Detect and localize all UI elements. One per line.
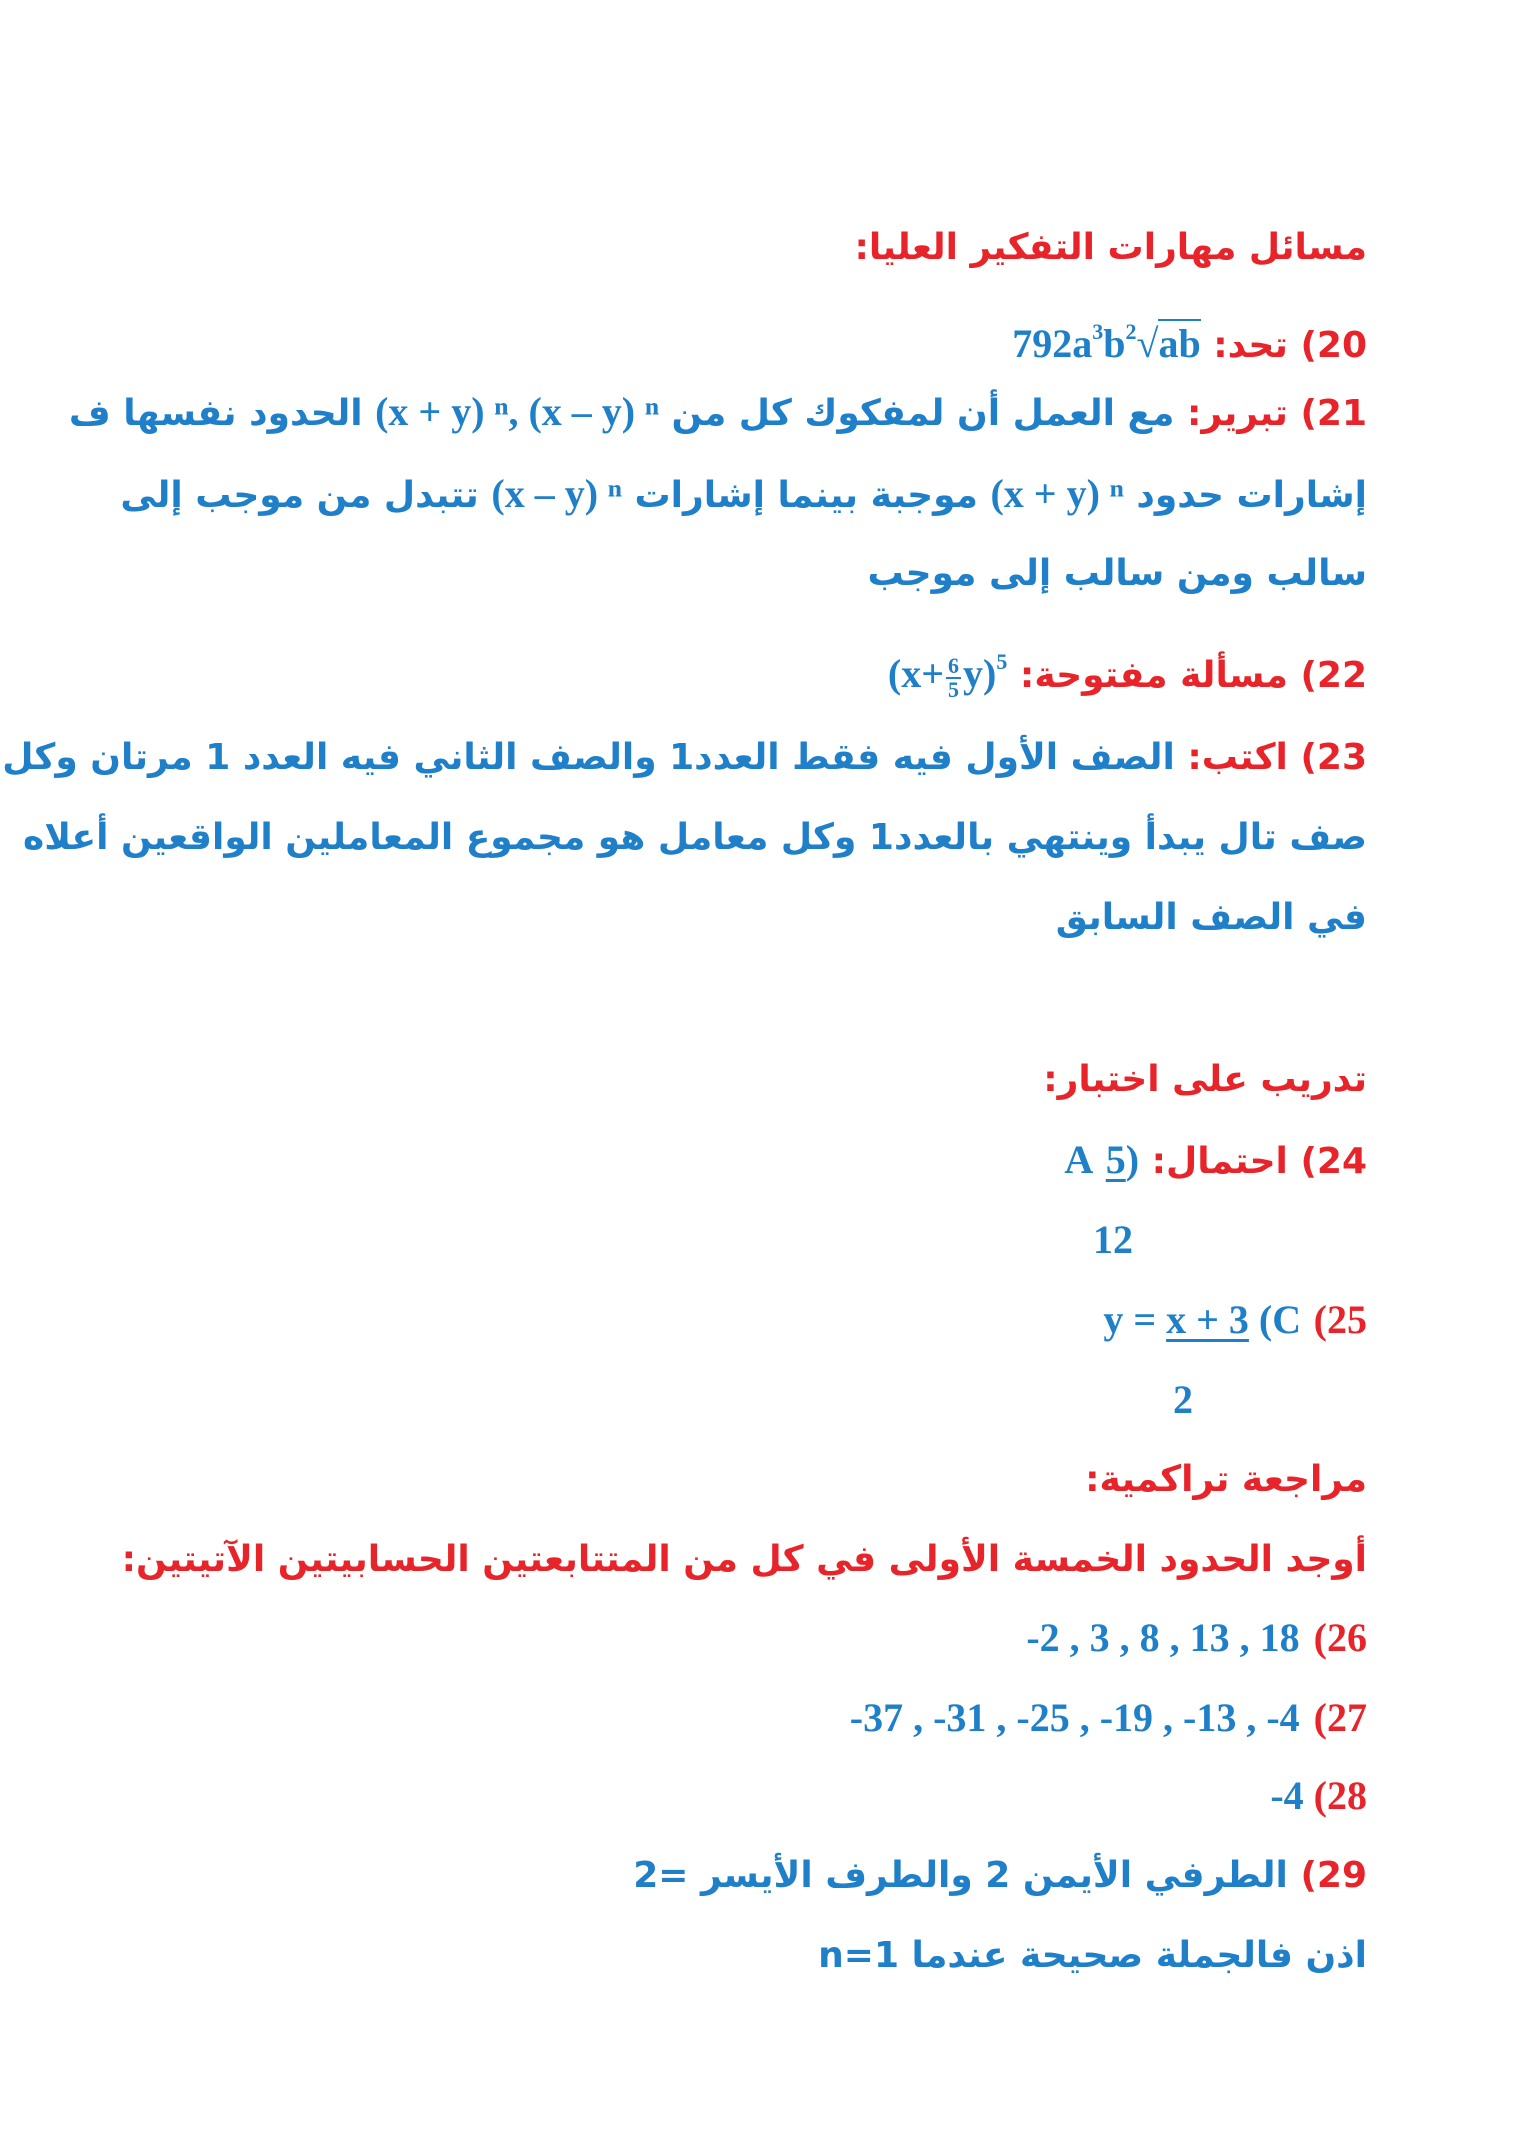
q21-number: 21) (1300, 393, 1367, 434)
q28-value: -4 (1270, 1773, 1304, 1818)
q28-row (1270, 1770, 1367, 1822)
q21-line2-c: تتبدل من موجب إلى (120, 475, 479, 516)
q21-label: تبرير: (1186, 393, 1288, 434)
q22-number: 22) (1300, 655, 1367, 696)
q23-line3: في الصف السابق (1055, 897, 1367, 938)
q28-number: (28 (1313, 1773, 1367, 1818)
q21-line3: سالب ومن سالب إلى موجب (867, 553, 1367, 594)
heading-test-text: تدريب على اختبار: (1043, 1059, 1367, 1100)
q23-line1: الصف الأول فيه فقط العدد1 والصف الثاني فيه العدد 1 مرتان وكل (2, 737, 1175, 778)
review-instruction-text: أوجد الحدود الخمسة الأولى في كل من المتتابعتين الحسابيتين الآتيتين: (121, 1539, 1367, 1580)
q29-number: 29) (1300, 1855, 1367, 1896)
question-29-line-1 (187, 1850, 1367, 1902)
q20-expression (1012, 306, 1200, 370)
q21-line1-text: مع العمل أن لمفكوك كل من (671, 393, 1175, 434)
q25-lhs: y = (1103, 1297, 1157, 1342)
question-21-line-3 (187, 548, 1367, 600)
q23-label: اكتب: (1187, 737, 1288, 778)
q21-line1-tail: الحدود نفسها ف (68, 393, 363, 434)
q27-row (850, 1692, 1367, 1744)
q21-line1-expr: (x + y) ⁿ, (x – y) ⁿ (375, 389, 659, 434)
q24-denominator-line (1093, 1214, 1133, 1266)
heading-hots-text: مسائل مهارات التفكير العليا: (854, 227, 1367, 268)
q20-number: 20) (1300, 325, 1367, 366)
q20-exp-b: 2 (1125, 319, 1137, 344)
q22-fraction (946, 652, 961, 702)
question-28 (187, 1770, 1367, 1824)
question-20 (187, 306, 1367, 372)
q23-number: 23) (1300, 737, 1367, 778)
q21-line2-b: موجبة بينما إشارات (634, 475, 978, 516)
q20-sqrt-arg: ab (1158, 321, 1201, 366)
q25-numerator: x + 3 (1166, 1297, 1249, 1342)
q26-sequence: -2 , 3 , 8 , 13 , 18 (1026, 1615, 1300, 1660)
q25-expression (1103, 1294, 1301, 1346)
q26-number: (26 (1313, 1615, 1367, 1660)
q26-row (1026, 1612, 1367, 1664)
q21-line2-expr2: (x – y) ⁿ (491, 471, 622, 516)
question-24 (187, 1134, 1367, 1188)
heading-test-practice (187, 1054, 1367, 1106)
q25-choice: (C (1258, 1297, 1302, 1342)
question-21-line-1 (68, 386, 1367, 440)
sqrt-symbol: √ (1136, 321, 1159, 366)
heading-hots (187, 222, 1367, 274)
q20-coef: 792a (1012, 321, 1093, 366)
q24-label: احتمال: (1151, 1141, 1288, 1182)
heading-review (187, 1454, 1367, 1506)
q21-line2-a: إشارات حدود (1136, 475, 1367, 516)
q25-denominator: 2 (1173, 1377, 1193, 1422)
q22-frac-num: 6 (948, 652, 960, 678)
q22-exp: 5 (996, 649, 1008, 674)
q24-denominator: 12 (1093, 1217, 1133, 1262)
question-21-line-2 (120, 468, 1367, 522)
q24-choice: (A (1064, 1137, 1140, 1182)
question-23-line-2 (22, 812, 1367, 864)
q22-frac-den: 5 (948, 676, 960, 702)
question-22 (187, 636, 1367, 702)
q20-b: b (1103, 321, 1126, 366)
q22-close: y) (963, 651, 997, 696)
q22-expression (888, 636, 1007, 701)
q20-label: تحد: (1213, 325, 1288, 366)
q27-number: (27 (1313, 1695, 1367, 1740)
question-23-line-3 (187, 892, 1367, 944)
q21-line2-expr1: (x + y) ⁿ (990, 471, 1124, 516)
question-26 (187, 1612, 1367, 1666)
q27-sequence: -37 , -31 , -25 , -19 , -13 , -4 (849, 1695, 1300, 1740)
question-23-line-1 (2, 732, 1367, 784)
q20-exp-a: 3 (1092, 319, 1104, 344)
question-29-line-2 (187, 1930, 1367, 1982)
q25-denominator-line (1173, 1374, 1193, 1426)
question-27 (187, 1692, 1367, 1746)
q29-line1: الطرفي الأيمن 2 والطرف الأيسر =2 (633, 1855, 1288, 1896)
q25-number: (25 (1313, 1297, 1367, 1342)
review-instruction (121, 1534, 1367, 1586)
question-25 (187, 1294, 1367, 1348)
q24-numerator: 5 (1105, 1137, 1126, 1182)
q24-number: 24) (1300, 1141, 1367, 1182)
q22-label: مسألة مفتوحة: (1019, 655, 1288, 696)
q22-open: (x+ (887, 651, 945, 696)
q23-line2: صف تال يبدأ وينتهي بالعدد1 وكل معامل هو مجموع المعاملين الواقعين أعلاه (22, 817, 1367, 858)
q29-line2: اذن فالجملة صحيحة عندما n=1 (818, 1935, 1367, 1976)
heading-review-text: مراجعة تراكمية: (1085, 1459, 1367, 1500)
